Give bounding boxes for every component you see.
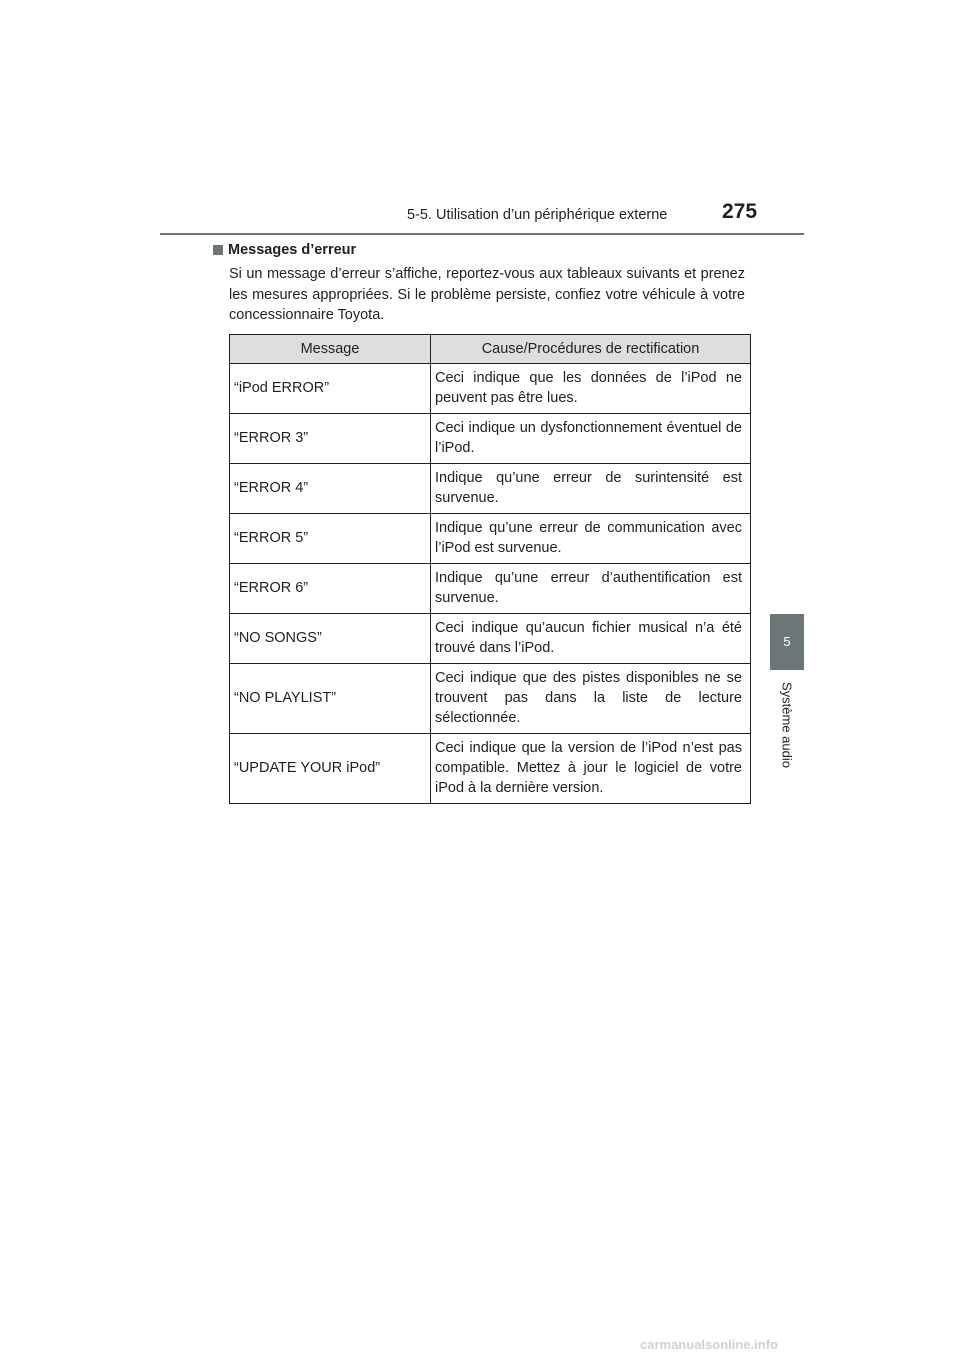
table-row xyxy=(230,664,751,734)
section-heading xyxy=(213,242,356,258)
message-cell: “UPDATE YOUR iPod” xyxy=(230,734,431,804)
message-cell: “iPod ERROR” xyxy=(230,364,431,414)
page-number: 275 xyxy=(722,200,758,223)
table-row xyxy=(230,414,751,464)
message-cell: “ERROR 6” xyxy=(230,564,431,614)
column-header-message: Message xyxy=(230,335,431,364)
message-cell: “NO PLAYLIST” xyxy=(230,664,431,734)
cause-cell: Ceci indique que les données de l’iPod ne peuvent pas être lues. xyxy=(431,364,751,414)
cause-cell: Ceci indique un dysfonctionnement éventuel de l’iPod. xyxy=(431,414,751,464)
header-section-title: 5-5. Utilisation d’un périphérique externe xyxy=(407,207,668,223)
error-messages-table xyxy=(229,334,751,804)
cause-cell: Ceci indique que des pistes disponibles ne se trouvent pas dans la liste de lecture sélectionnée. xyxy=(431,664,751,734)
cause-cell: Indique qu’une erreur de surintensité est survenue. xyxy=(431,464,751,514)
column-header-cause: Cause/Procédures de rectification xyxy=(431,335,751,364)
message-cell: “NO SONGS” xyxy=(230,614,431,664)
cause-cell: Indique qu’une erreur de communication avec l’iPod est survenue. xyxy=(431,514,751,564)
table-row xyxy=(230,364,751,414)
chapter-label: Système audio xyxy=(779,682,795,768)
header-divider xyxy=(160,233,804,235)
watermark-link[interactable]: carmanualsonline.info xyxy=(640,1337,778,1352)
cause-cell: Ceci indique que la version de l’iPod n’est pas compatible. Mettez à jour le logiciel de votre iPod à la dernière version. xyxy=(431,734,751,804)
table-row xyxy=(230,734,751,804)
section-heading-text: Messages d’erreur xyxy=(228,242,357,258)
message-cell: “ERROR 3” xyxy=(230,414,431,464)
cause-cell: Ceci indique qu’aucun fichier musical n’a été trouvé dans l’iPod. xyxy=(431,614,751,664)
message-cell: “ERROR 4” xyxy=(230,464,431,514)
table-row xyxy=(230,464,751,514)
square-bullet-icon xyxy=(213,245,223,255)
table-row xyxy=(230,564,751,614)
table-header-row xyxy=(230,335,751,364)
cause-cell: Indique qu’une erreur d’authentification est survenue. xyxy=(431,564,751,614)
table-row xyxy=(230,614,751,664)
chapter-tab[interactable]: 5 xyxy=(770,614,804,670)
table-row xyxy=(230,514,751,564)
message-cell: “ERROR 5” xyxy=(230,514,431,564)
intro-paragraph: Si un message d’erreur s’affiche, reportez-vous aux tableaux suivants et prenez les mesures appropriées. Si le problème persiste, confiez votre véhicule à votre concessionnaire Toyota. xyxy=(229,266,745,323)
